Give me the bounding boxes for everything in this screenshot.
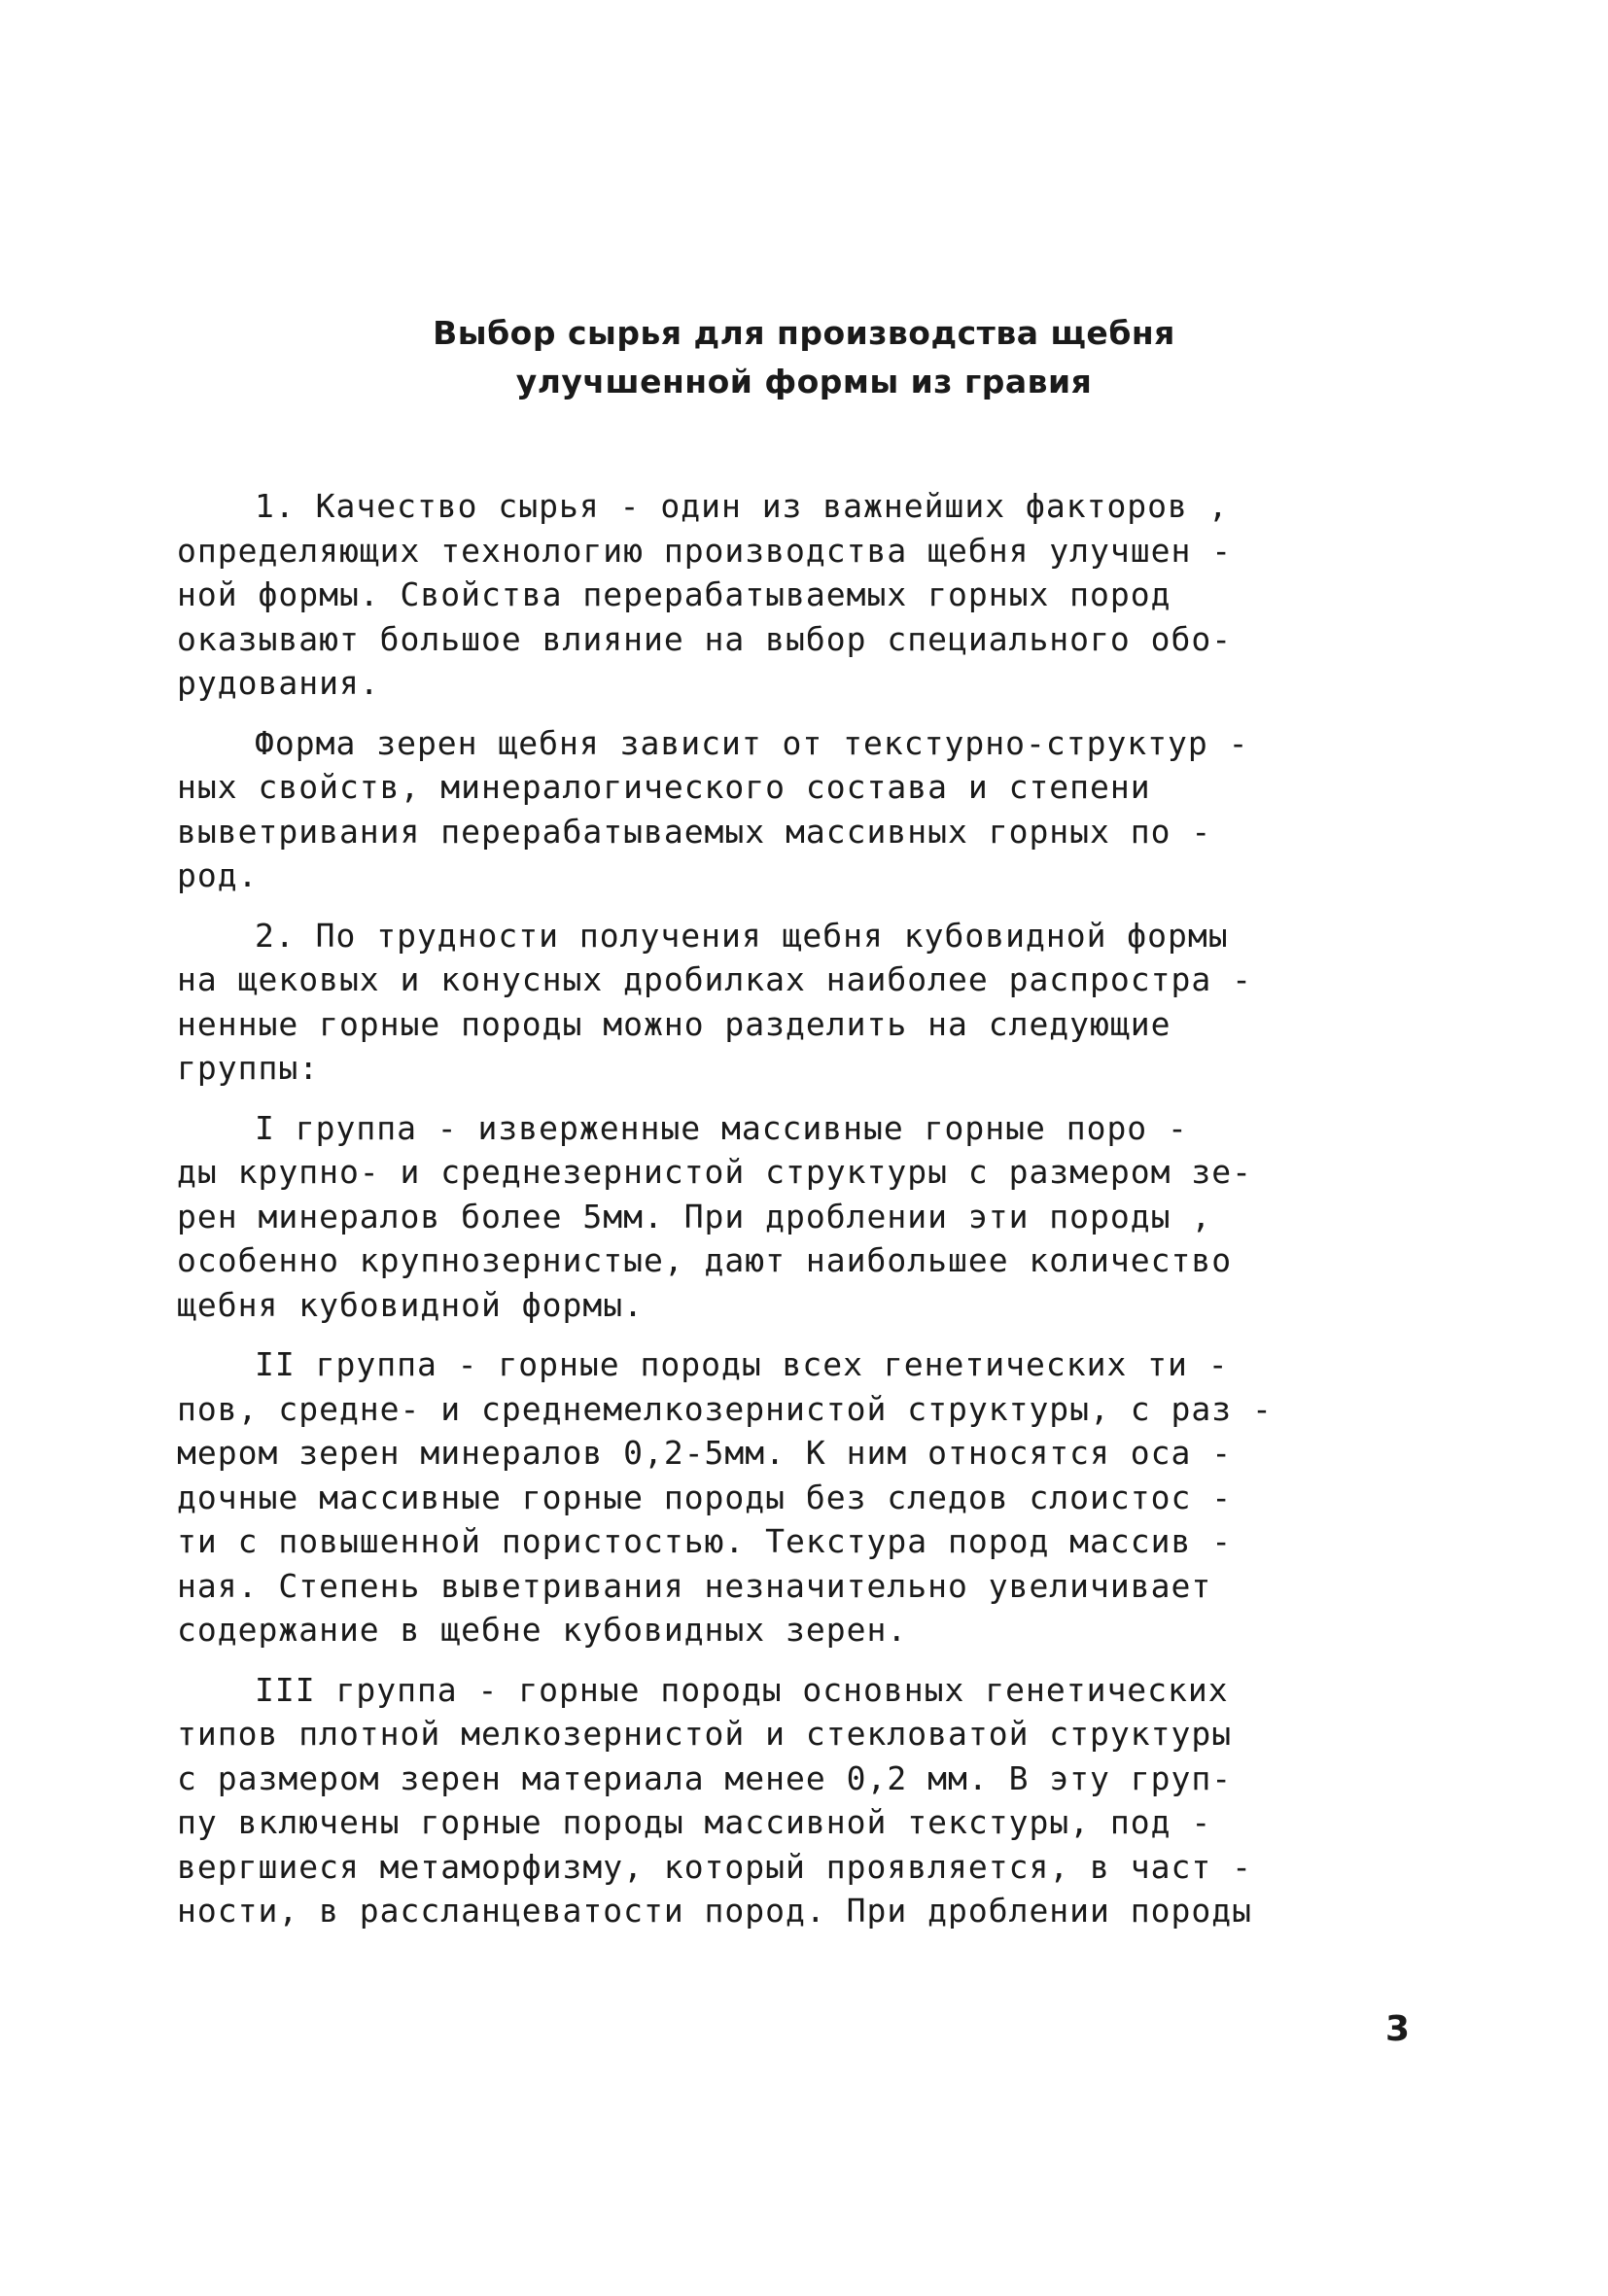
text-line: на щековых и конусных дробилках наиболее распростра - — [177, 960, 1252, 998]
text-line: III группа - горные породы основных генетических — [255, 1670, 1229, 1709]
text-line: определяющих технологию производства щебня улучшен - — [177, 531, 1233, 570]
text-line: ных свойств, минералогического состава и степени — [177, 768, 1151, 806]
text-line: щебня кубовидной формы. — [177, 1285, 644, 1324]
text-line: 1. Качество сырья - один из важнейших факторов , — [255, 487, 1229, 525]
text-line: мером зерен минералов 0,2-5мм. К ним относятся оса - — [177, 1434, 1233, 1472]
text-line: I группа - изверженные массивные горные поро - — [255, 1108, 1188, 1147]
text-line: типов плотной мелкозернистой и стекловатой структуры — [177, 1715, 1233, 1753]
text-line: ности, в рассланцеватости пород. При дроблении породы — [177, 1892, 1252, 1930]
title-line-1: Выбор сырья для производства щебня — [433, 314, 1175, 352]
text-line: ненные горные породы можно разделить на следующие — [177, 1004, 1171, 1043]
text-line: содержание в щебне кубовидных зерен. — [177, 1611, 908, 1649]
text-line: Форма зерен щебня зависит от текстурно-структур - — [255, 723, 1249, 762]
text-line: II группа - горные породы всех генетических ти - — [255, 1345, 1229, 1383]
text-line: оказывают большое влияние на выбор специального обо- — [177, 619, 1233, 658]
text-line: 2. По трудности получения щебня кубовидной формы — [255, 916, 1229, 955]
text-line: с размером зерен материала менее 0,2 мм. В эту груп- — [177, 1758, 1233, 1797]
text-line: пу включены горные породы массивной текстуры, под - — [177, 1803, 1212, 1841]
text-line: род. — [177, 856, 259, 894]
text-line: вергшиеся метаморфизму, который проявляется, в част - — [177, 1847, 1252, 1886]
title-line-2: улучшенной формы из гравия — [515, 363, 1093, 400]
text-line: ная. Степень выветривания незначительно увеличивает — [177, 1566, 1212, 1605]
text-line: особенно крупнозернистые, дают наибольшее количество — [177, 1241, 1233, 1279]
page-number: 3 — [1385, 2009, 1411, 2049]
text-line: рудования. — [177, 664, 380, 702]
document-title — [0, 309, 1608, 406]
text-line: ды крупно- и среднезернистой структуры с размером зе- — [177, 1153, 1252, 1191]
text-line: выветривания перерабатываемых массивных горных по - — [177, 812, 1212, 851]
text-line: дочные массивные горные породы без следов слоистос - — [177, 1478, 1233, 1516]
text-line: пов, средне- и среднемелкозернистой структуры, с раз - — [177, 1389, 1273, 1428]
text-line: ной формы. Свойства перерабатываемых горных пород — [177, 575, 1171, 613]
text-line: рен минералов более 5мм. При дроблении эти породы , — [177, 1197, 1212, 1235]
text-line: ти с повышенной пористостью. Текстура пород массив - — [177, 1522, 1233, 1560]
body-text — [177, 484, 1441, 1933]
text-line: группы: — [177, 1049, 320, 1087]
